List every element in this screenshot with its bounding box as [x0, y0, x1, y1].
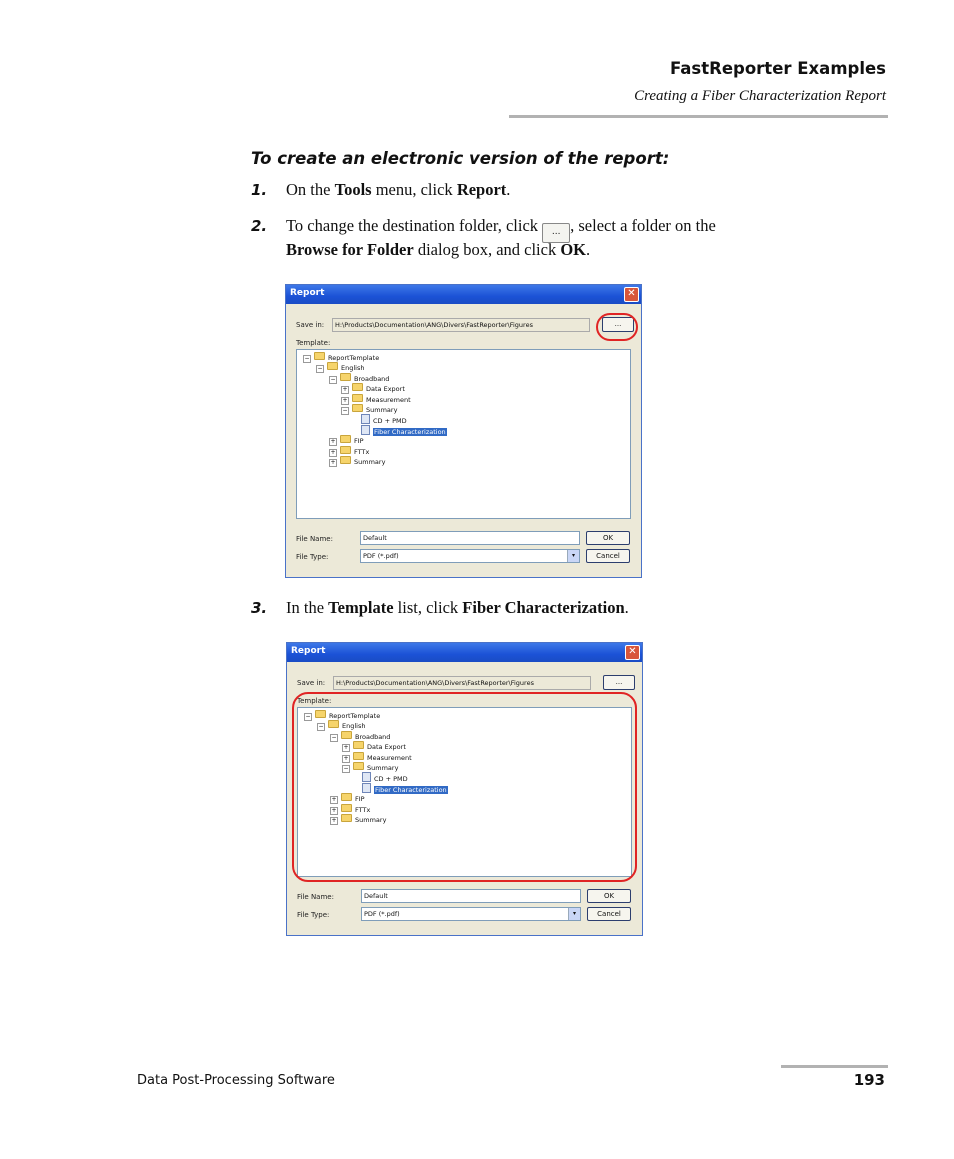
expand-icon[interactable]: +	[342, 396, 348, 404]
collapse-icon[interactable]: −	[318, 723, 324, 731]
collapse-icon[interactable]: −	[330, 375, 336, 383]
tree-item-label: Summary	[354, 458, 386, 466]
dialog-titlebar	[286, 285, 641, 304]
tree-item-label: FIP	[354, 437, 364, 446]
tree-item[interactable]	[341, 404, 397, 415]
collapse-icon[interactable]: −	[317, 365, 323, 373]
step-text-continued: Browse for Folder dialog box, and click OK.	[286, 240, 591, 259]
footer-doc-title: Data Post-Processing Software	[137, 1073, 335, 1088]
collapse-icon[interactable]: −	[342, 407, 348, 414]
folder-icon	[340, 435, 351, 443]
tree-item-label: ReportTemplate	[328, 354, 380, 362]
cancel-button[interactable]: Cancel	[587, 907, 631, 921]
file-name-input[interactable]: Default	[360, 531, 580, 545]
tree-item-label: Broadband	[354, 374, 390, 383]
tree-item[interactable]	[329, 446, 369, 457]
chevron-down-icon[interactable]: ▾	[568, 908, 580, 920]
file-type-select[interactable]	[361, 907, 581, 921]
expand-icon[interactable]: +	[330, 438, 336, 446]
collapse-icon[interactable]: −	[331, 733, 337, 741]
step-text: In the Template list, click Fiber Characterization.	[286, 598, 629, 617]
expand-icon[interactable]: +	[342, 386, 348, 394]
tree-item-label: Measurement	[367, 753, 412, 762]
template-label: Template:	[297, 697, 332, 705]
tree-item-label: FIP	[355, 795, 365, 804]
file-name-label: File Name:	[297, 893, 334, 901]
report-icon	[314, 352, 325, 360]
folder-icon	[340, 373, 351, 381]
tree-item-label: CD + PMD	[374, 775, 408, 784]
tree-item-label: Summary	[366, 406, 398, 414]
close-icon[interactable]: ✕	[624, 287, 639, 302]
expand-icon[interactable]: +	[331, 806, 337, 814]
tree-item-label: FTTx	[354, 447, 370, 456]
dialog-title: Report	[291, 646, 326, 656]
step-number: 1.	[251, 181, 268, 199]
browse-button[interactable]: ...	[603, 675, 635, 690]
tree-item-label: CD + PMD	[373, 417, 407, 426]
file-name-input[interactable]: Default	[361, 889, 581, 903]
tree-item-label: English	[342, 722, 366, 731]
footer-rule	[781, 1065, 888, 1068]
tree-item-label: Summary	[355, 816, 387, 824]
ok-button[interactable]: OK	[587, 889, 631, 903]
tree-item[interactable]	[303, 352, 379, 363]
highlight-browse-circle	[596, 313, 638, 341]
chevron-down-icon[interactable]: ▾	[567, 550, 579, 562]
tree-item[interactable]	[329, 435, 364, 446]
tree-item-label: Broadband	[355, 732, 391, 741]
step-number: 3.	[251, 599, 268, 617]
collapse-icon[interactable]: −	[305, 713, 311, 720]
procedure-title: To create an electronic version of the report:	[251, 149, 670, 168]
tree-item-label: Data Export	[366, 385, 405, 394]
tree-item[interactable]	[361, 425, 447, 437]
tree-item-label: ReportTemplate	[329, 712, 381, 720]
save-in-field[interactable]: H:\Products\Documentation\ANG\Divers\FastReporter\Figures	[332, 318, 590, 332]
tree-item[interactable]	[341, 394, 411, 405]
tree-item-label: Summary	[367, 764, 399, 772]
folder-icon	[352, 394, 363, 402]
tree-item[interactable]	[329, 456, 385, 467]
folder-icon	[327, 362, 338, 370]
ok-button[interactable]: OK	[586, 531, 630, 545]
tree-item-label: Fiber Characterization	[374, 427, 446, 436]
file-type-label: File Type:	[297, 911, 330, 919]
file-name-label: File Name:	[296, 535, 333, 543]
step-text: On the Tools menu, click Report.	[286, 180, 511, 199]
expand-icon[interactable]: +	[331, 817, 337, 824]
step-number: 2.	[251, 217, 268, 235]
collapse-icon[interactable]: −	[304, 355, 310, 362]
folder-icon	[352, 383, 363, 391]
folder-icon	[340, 446, 351, 454]
step-text: To change the destination folder, click ... , select a folder on the	[286, 214, 716, 243]
expand-icon[interactable]: +	[330, 459, 336, 466]
highlight-template-circle	[292, 692, 637, 882]
page-number: 193	[853, 1071, 885, 1089]
expand-icon[interactable]: +	[343, 744, 349, 752]
file-type-select[interactable]	[360, 549, 580, 563]
tree-item-label: Data Export	[367, 743, 406, 752]
tree-item[interactable]	[316, 362, 364, 373]
tree-item-label: English	[341, 364, 365, 373]
tree-item-label: FTTx	[355, 805, 371, 814]
browse-button[interactable]: ...	[602, 317, 634, 332]
header-rule	[509, 115, 888, 118]
close-icon[interactable]: ✕	[625, 645, 640, 660]
template-label: Template:	[296, 339, 331, 347]
tree-item-label: Fiber Characterization	[375, 785, 447, 794]
tree-item-label: Measurement	[366, 395, 411, 404]
report-dialog-screenshot-1	[285, 284, 642, 578]
expand-icon[interactable]: +	[331, 796, 337, 804]
browse-button-glyph: ...	[542, 223, 570, 243]
dialog-titlebar	[287, 643, 642, 662]
file-type-value: PDF (*.pdf)	[364, 910, 400, 918]
document-icon	[361, 425, 370, 435]
save-in-label: Save in:	[297, 679, 326, 687]
subsection-title: Creating a Fiber Characterization Report	[634, 88, 886, 104]
template-tree[interactable]	[296, 349, 631, 519]
folder-icon	[352, 404, 363, 412]
cancel-button[interactable]: Cancel	[586, 549, 630, 563]
dialog-title: Report	[290, 288, 325, 298]
section-title: FastReporter Examples	[669, 59, 886, 78]
expand-icon[interactable]: +	[330, 448, 336, 456]
save-in-field[interactable]: H:\Products\Documentation\ANG\Divers\FastReporter\Figures	[333, 676, 591, 690]
file-type-value: PDF (*.pdf)	[363, 552, 399, 560]
save-in-label: Save in:	[296, 321, 325, 329]
tree-item[interactable]	[341, 383, 405, 394]
expand-icon[interactable]: +	[343, 754, 349, 762]
folder-icon	[340, 456, 351, 464]
tree-item[interactable]	[329, 373, 389, 384]
document-icon	[361, 414, 370, 424]
file-type-label: File Type:	[296, 553, 329, 561]
collapse-icon[interactable]: −	[343, 765, 349, 772]
